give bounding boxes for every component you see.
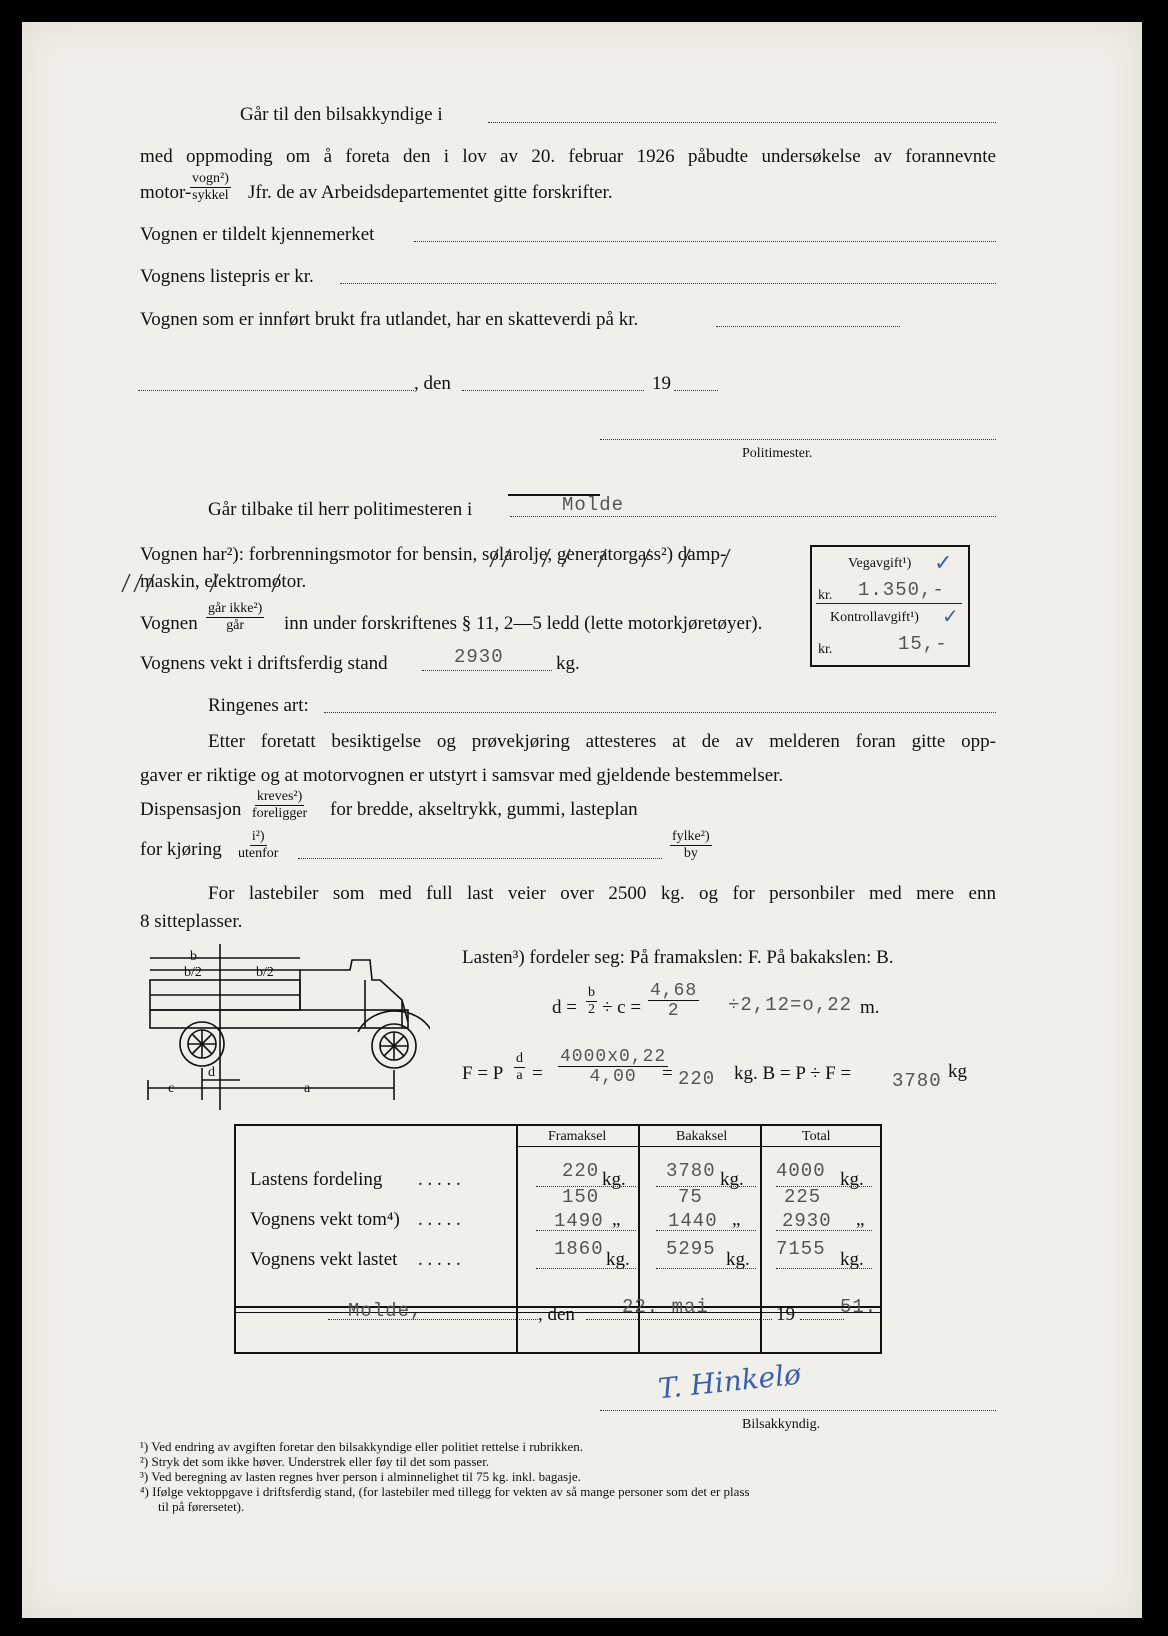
formula-F-eq2: = (662, 1063, 673, 1084)
formula-F-eq: = (532, 1063, 543, 1084)
vegavgift-value: 1.350,- (858, 579, 945, 601)
cell-value: 4000 (776, 1160, 826, 1182)
signature-date-value: 22. mai (622, 1296, 709, 1318)
disp-suffix: for bredde, akseltrykk, gummi, lasteplan (330, 799, 638, 820)
politimester-signature-field[interactable] (600, 439, 996, 440)
vegavgift-label: Vegavgift¹) (848, 556, 912, 571)
skatteverdi-field[interactable] (716, 326, 900, 327)
formula-d-left: d = (552, 997, 577, 1018)
listepris-label: Vognens listepris er kr. (140, 266, 314, 287)
kjennemerke-field[interactable] (414, 241, 996, 242)
row-dots: . . . . . (418, 1169, 461, 1190)
kjoring-fraction (238, 830, 278, 861)
kjoring-field[interactable] (298, 858, 662, 859)
attest-line1: Etter foretatt besiktigelse og prøvekjøring attesteres at de av melderen foran gitte opp- (208, 731, 996, 752)
formula-d-rest: ÷2,12=o,22 (728, 994, 853, 1016)
formula-B-value: 3780 (892, 1070, 942, 1092)
footnote-3: ³) Ved beregning av lasten regnes hver person i alminnelighet til 75 kg. inkl. bagasje. (140, 1469, 581, 1484)
row-label: Vognens vekt lastet (250, 1249, 398, 1270)
vognen-prefix: Vognen (140, 613, 198, 634)
politimester-place-value: Molde (562, 494, 625, 516)
gaar-fraction (206, 602, 264, 633)
formula-F-num: 4000x0,22 (560, 1047, 667, 1067)
listepris-field[interactable] (340, 283, 996, 284)
politimester-label: Politimester. (742, 446, 813, 461)
cell-unit: kg. (606, 1249, 630, 1270)
formula-F-da (514, 1052, 525, 1083)
kontroll-label: Kontrollavgift¹) (830, 610, 919, 625)
cell-unit: „ (856, 1209, 865, 1230)
handwritten-signature: T. Hinkelø (656, 1357, 803, 1406)
cell-unit: kg. (602, 1169, 626, 1190)
cell-value: 1440 (668, 1210, 718, 1232)
formula-F-result: 220 (678, 1068, 716, 1090)
date-19-label: 19 (652, 373, 671, 394)
formula-F-den: 4,00 (589, 1067, 637, 1087)
fylke-denominator: by (683, 845, 698, 861)
cell-value: 2930 (782, 1210, 832, 1232)
fylke-numerator: fylke²) (672, 829, 710, 844)
skatteverdi-label: Vognen som er innført brukt fra utlandet, har en skatteverdi på kr. (140, 309, 639, 330)
cell-value: 1490 (554, 1210, 604, 1232)
signature-den: , den (538, 1304, 575, 1325)
cell-value: 3780 (666, 1160, 716, 1182)
formula-B-unit: kg (948, 1061, 967, 1082)
kr2-label: kr. (818, 642, 833, 657)
formula-F-d: d (516, 1051, 523, 1066)
signature-place-field[interactable] (328, 1319, 538, 1320)
header-line2: med oppmoding om å foreta den i lov av 20. februar 1926 påbudte undersøkelse av forannevnte (140, 146, 996, 167)
header-total: Total (802, 1129, 831, 1144)
signature-year-field[interactable] (800, 1319, 844, 1320)
gaar-suffix: inn under forskriftenes § 11, 2—5 ledd (lette motorkjøretøyer). (284, 613, 763, 634)
formula-b2 (586, 986, 597, 1017)
truck-label-a: a (304, 1081, 311, 1096)
cell-unit: kg. (720, 1169, 744, 1190)
fylke-fraction (670, 830, 712, 861)
row-dots: . . . . . (418, 1249, 461, 1270)
kjoring-numerator: i²) (251, 829, 265, 844)
cell-line (656, 1186, 756, 1187)
frac-numerator: vogn²) (192, 171, 229, 186)
signature-year-value: 51. (840, 1296, 878, 1318)
truck-label-b-half: b/2 (184, 965, 202, 980)
cell-value: 225 (784, 1186, 822, 1208)
header-line3-prefix: motor- (140, 182, 192, 203)
vekt-value: 2930 (454, 646, 504, 668)
cell-unit: kg. (726, 1249, 750, 1270)
cell-unit: „ (732, 1209, 741, 1230)
footnote-1: ¹) Ved endring av avgiften foretar den bilsakkyndige eller politiet rettelse i rubrikken. (140, 1439, 583, 1454)
cell-unit: „ (612, 1209, 621, 1230)
cell-line (776, 1230, 872, 1231)
politimester-place-field[interactable] (510, 516, 996, 517)
row-dots: . . . . . (418, 1209, 461, 1230)
formula-d-fraction (648, 982, 699, 1020)
truck-label-c: c (168, 1081, 175, 1096)
cell-line (776, 1268, 872, 1269)
kontroll-check-icon: ✓ (942, 606, 959, 628)
date-year-field[interactable] (674, 390, 718, 391)
cell-value: 7155 (776, 1238, 826, 1260)
kontroll-value: 15,- (898, 633, 948, 655)
return-label: Går tilbake til herr politimesteren i (208, 499, 473, 520)
disp-fraction (252, 790, 307, 821)
attest-line2: gaver er riktige og at motorvognen er utstyrt i samsvar med gjeldende bestemmelser. (140, 765, 784, 786)
date-den-label: , den (414, 373, 451, 394)
vognen-har-line2: maskin, elektromotor. (140, 571, 307, 592)
disp-denominator: foreligger (252, 805, 308, 821)
row-label: Vognens vekt tom⁴) (250, 1209, 400, 1230)
formula-minus-c: ÷ c = (602, 997, 642, 1018)
truck-label-b: b (190, 949, 197, 964)
truck-label-b-half-2: b/2 (256, 965, 274, 980)
ringer-field[interactable] (324, 712, 996, 713)
formula-F-unit: kg. B = P ÷ F = (734, 1063, 852, 1084)
kr1-label: kr. (818, 588, 833, 603)
cell-value: 1860 (554, 1238, 604, 1260)
fee-box (810, 545, 970, 667)
kjennemerke-label: Vognen er tildelt kjennemerket (140, 224, 375, 245)
vegavgift-line (816, 603, 962, 604)
gaar-numerator: går ikke²) (208, 601, 263, 616)
cell-unit: kg. (840, 1169, 864, 1190)
document-page (22, 22, 1142, 1618)
header-bakaksel: Bakaksel (676, 1129, 728, 1144)
footnote-4-cont: til på førersetet). (158, 1499, 245, 1514)
signature-place: Molde, (348, 1300, 423, 1322)
cell-line (536, 1268, 636, 1269)
vekt-field[interactable] (422, 670, 552, 671)
formula-F-fraction (558, 1048, 668, 1086)
formula-d-den: 2 (667, 1001, 680, 1021)
vegavgift-check-icon: ✓ (934, 550, 953, 575)
lasten-label: Lasten³) fordeler seg: På framakslen: F. På bakakslen: B. (462, 947, 894, 968)
kjoring-label: for kjøring (140, 839, 222, 860)
header-line1-label: Går til den bilsakkyndige i (240, 104, 443, 125)
vogn-sykkel-fraction (190, 172, 231, 203)
disp-label: Dispensasjon (140, 799, 242, 820)
header-line3-suffix: Jfr. de av Arbeidsdepartementet gitte forskrifter. (248, 182, 613, 203)
cell-line (536, 1230, 636, 1231)
date-place-field[interactable] (138, 390, 414, 391)
lastebil-intro-line1: For lastebiler som med full last veier over 2500 kg. og for personbiler med mere enn (208, 883, 996, 904)
cell-value: 220 (562, 1160, 600, 1182)
date-day-field[interactable] (462, 390, 644, 391)
cell-line (656, 1230, 756, 1231)
cell-value: 150 (562, 1186, 600, 1208)
formula-F-a: a (516, 1067, 523, 1083)
bilsakkyndig-label: Bilsakkyndig. (742, 1417, 821, 1432)
cell-unit: kg. (840, 1249, 864, 1270)
formula-2: 2 (588, 1001, 595, 1017)
ringer-label: Ringenes art: (208, 695, 309, 716)
cell-value: 5295 (666, 1238, 716, 1260)
formula-b: b (588, 985, 595, 1000)
lastebil-intro-line2: 8 sitteplasser. (140, 911, 243, 932)
disp-numerator: kreves²) (256, 789, 303, 804)
header-framaksel: Framaksel (548, 1129, 607, 1144)
truck-label-d: d (208, 1065, 215, 1080)
formula-d-unit: m. (860, 997, 880, 1018)
vognen-har-line1: Vognen har²): forbrenningsmotor for bensin, solarolje, generatorgass²) damp- (140, 544, 727, 565)
cell-line (656, 1268, 756, 1269)
signature-year-prefix: 19 (776, 1304, 795, 1325)
vekt-unit: kg. (556, 653, 580, 674)
bilsakkyndige-place-field[interactable] (488, 122, 996, 123)
bilsakkyndig-signature-field[interactable] (600, 1410, 996, 1411)
cell-value: 75 (678, 1186, 703, 1208)
row-label: Lastens fordeling (250, 1169, 383, 1190)
kjoring-denominator: utenfor (238, 845, 279, 861)
vekt-label: Vognens vekt i driftsferdig stand (140, 653, 388, 674)
footnote-2: ²) Stryk det som ikke høver. Understrek eller føy til det som passer. (140, 1454, 490, 1469)
signature-date-field[interactable] (586, 1319, 772, 1320)
gaar-denominator: går (226, 617, 245, 633)
frac-denominator: sykkel (192, 187, 229, 203)
formula-F-left: F = P (462, 1063, 504, 1084)
formula-d-num: 4,68 (650, 981, 698, 1001)
footnote-4: ⁴) Ifølge vektoppgave i driftsferdig stand, (for lastebiler med tillegg for vekten av så mange personer som det er plass (140, 1484, 750, 1499)
